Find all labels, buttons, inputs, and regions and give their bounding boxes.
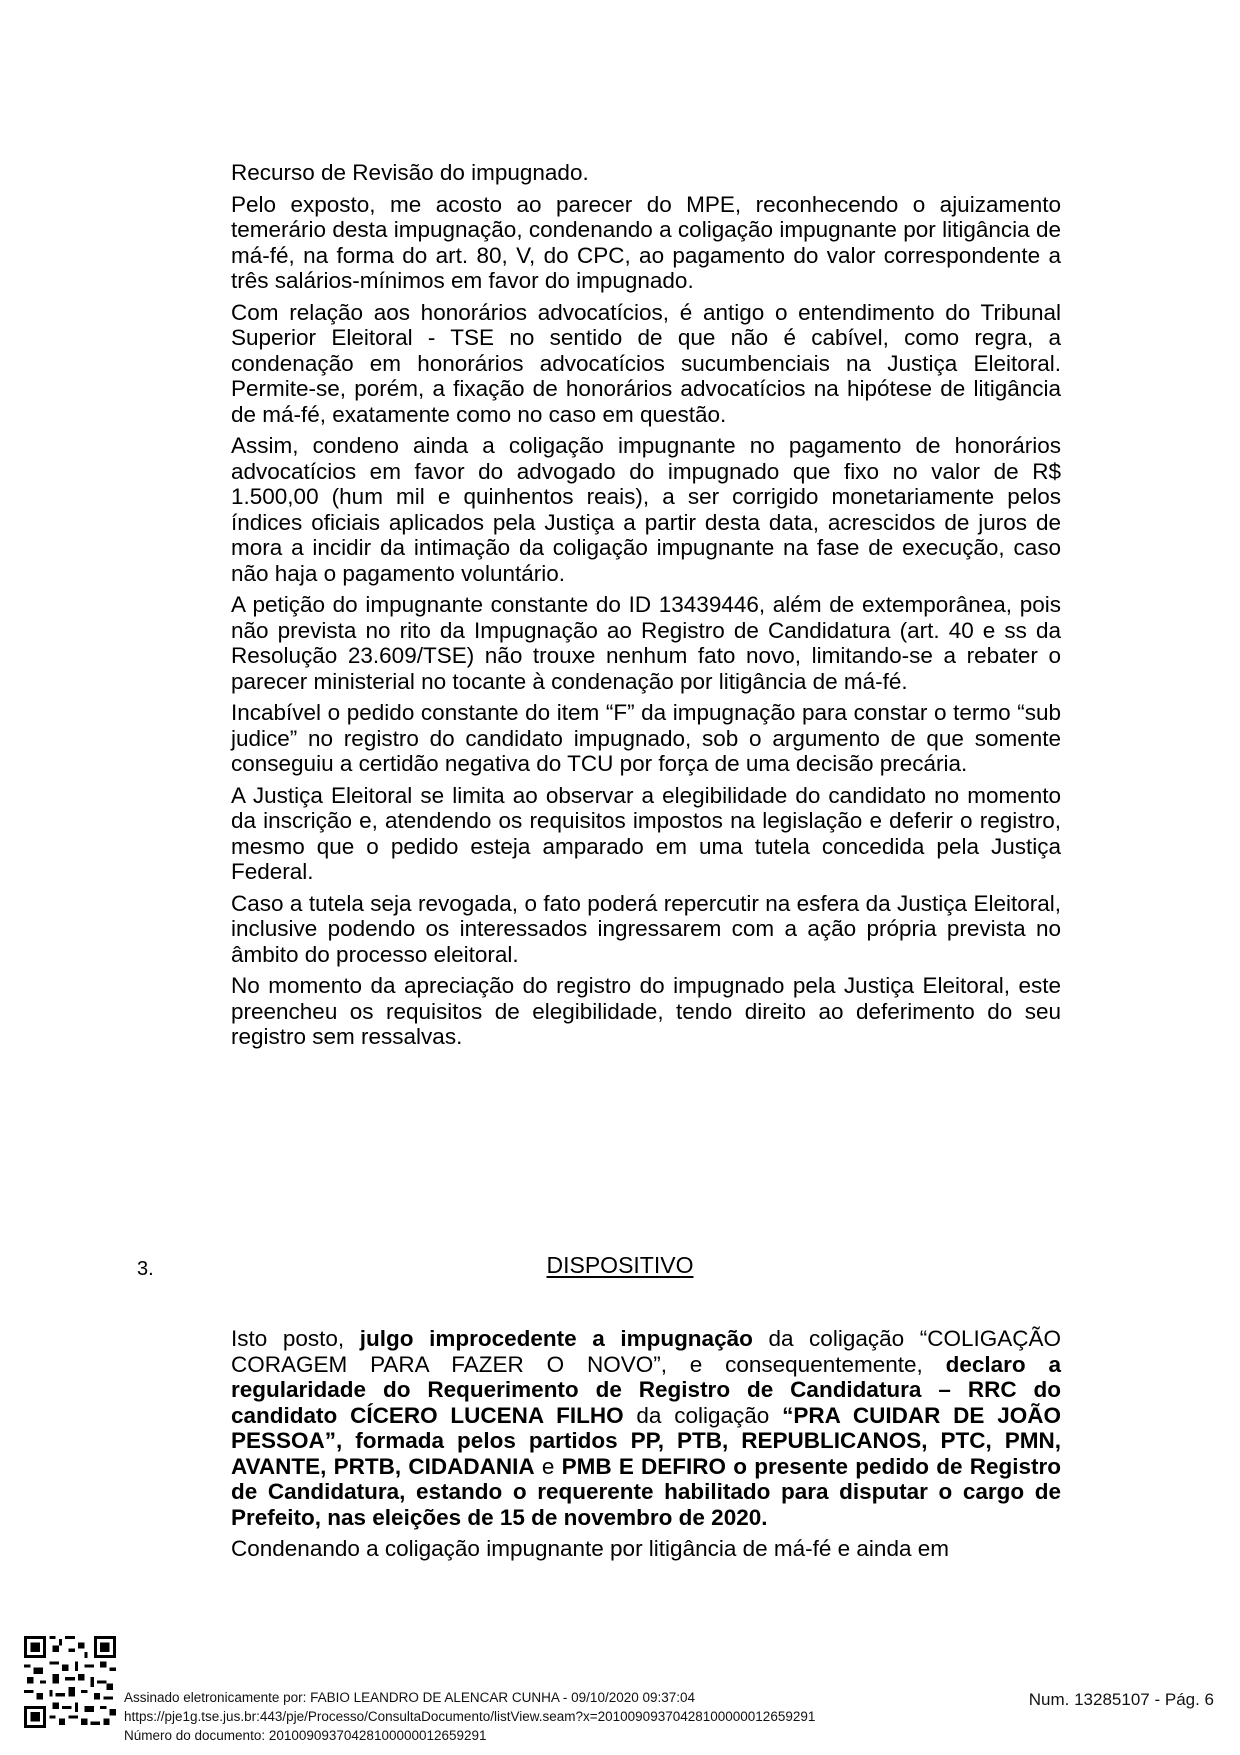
paragraph: Assim, condeno ainda a coligação impugnante no pagamento de honorários advocatícios em favor do advogado do impugnado que fixo no valor de R$ 1.500,00 (hum mil e quinhentos reais), a ser corrigido monetariamente pelos índices oficiais aplicados pela Justiça a partir desta data, acrescidos de juros de mora a incidir da intimação da coligação impugnante na fase de execução, caso não haja o pagamento voluntário.	[231, 433, 1061, 586]
text-run: da coligação	[623, 1402, 783, 1428]
paragraph: A Justiça Eleitoral se limita ao observar a elegibilidade do candidato no momento da inscrição e, atendendo os requisitos impostos na legislação e deferir o registro, mesmo que o pedido esteja amparado em uma tutela concedida pela Justiça Federal.	[231, 782, 1061, 884]
qr-code-icon	[24, 1636, 116, 1728]
paragraph: A petição do impugnante constante do ID 13439446, além de extemporânea, pois não prevista no rito da Impugnação ao Registro de Candidatura (art. 40 e ss da Resolução 23.609/TSE) não trouxe nenhum fato novo, limitando-se a rebater o parecer ministerial no tocante à condenação por litigância de má-fé.	[231, 592, 1061, 694]
text-run: e	[534, 1453, 562, 1479]
bold-run: PMB E DEFIRO	[561, 1453, 727, 1479]
paragraph: Com relação aos honorários advocatícios, é antigo o entendimento do Tribunal Superior Eleitoral - TSE no sentido de que não é cabível, como regra, a condenação em honorários advocatícios sucumbenciais na Justiça Eleitoral. Permite-se, porém, a fixação de honorários advocatícios na hipótese de litigância de má-fé, exatamente como no caso em questão.	[231, 299, 1061, 427]
bold-run: “PRA CUIDAR DE JOÃO PESSOA”, formada pelos partidos PP, PTB, REPUBLICANOS, PTC, PMN, AVANTE, PRTB, CIDADANIA	[231, 1402, 1061, 1479]
section-number: 3.	[137, 1258, 154, 1280]
signed-by: Assinado eletronicamente por: FABIO LEANDRO DE ALENCAR CUNHA - 09/10/2020 09:37:04	[124, 1690, 696, 1705]
paragraph: No momento da apreciação do registro do impugnado pela Justiça Eleitoral, este preencheu os requisitos de elegibilidade, tendo direito ao deferimento do seu registro sem ressalvas.	[231, 973, 1061, 1049]
section-title: DISPOSITIVO	[546, 1252, 694, 1278]
paragraph: Recurso de Revisão do impugnado.	[231, 160, 589, 185]
bold-run: de Candidatura, estando o requerente habilitado para disputar o cargo de Prefeito, nas eleições de 15 de novembro de 2020.	[231, 1479, 1061, 1530]
page-number: Num. 13285107 - Pág. 6	[1028, 1690, 1214, 1709]
document-number: Número do documento: 20100909370428100000012659291	[124, 1728, 487, 1743]
bold-run: julgo improcedente a impugnação	[359, 1326, 753, 1351]
text-run: Isto posto,	[231, 1326, 360, 1351]
dispositivo-body	[231, 1326, 1061, 1568]
text-run: da coligação “COLIGAÇÃO CORAGEM PARA FAZER O NOVO”, e consequentemente,	[231, 1326, 1061, 1377]
dispositivo-paragraph	[231, 1326, 1061, 1530]
document-body	[231, 160, 1061, 1056]
bold-run: o presente pedido de Registro	[726, 1453, 1061, 1479]
signature-footer	[124, 1688, 815, 1745]
document-url[interactable]: https://pje1g.tse.jus.br:443/pje/Processo/ConsultaDocumento/listView.seam?x=20100909370428100000012659291	[124, 1709, 816, 1724]
dispositivo-paragraph: Condenando a coligação impugnante por litigância de má-fé e ainda em	[231, 1536, 949, 1561]
paragraph: Caso a tutela seja revogada, o fato poderá repercutir na esfera da Justiça Eleitoral, inclusive podendo os interessados ingressarem com a ação própria prevista no âmbito do processo eleitoral.	[231, 890, 1061, 967]
paragraph: Incabível o pedido constante do item “F” da impugnação para constar o termo “sub judice” no registro do candidato impugnado, sob o argumento de que somente conseguiu a certidão negativa do TCU por força de uma decisão precária.	[231, 700, 1061, 776]
bold-run: declaro a regularidade do Requerimento de Registro de Candidatura – RRC do candidato CÍCERO LUCENA FILHO	[231, 1351, 1061, 1428]
paragraph: Pelo exposto, me acosto ao parecer do MPE, reconhecendo o ajuizamento temerário desta impugnação, condenando a coligação impugnante por litigância de má-fé, na forma do art. 80, V, do CPC, ao pagamento do valor correspondente a três salários-mínimos em favor do impugnado.	[231, 191, 1061, 293]
